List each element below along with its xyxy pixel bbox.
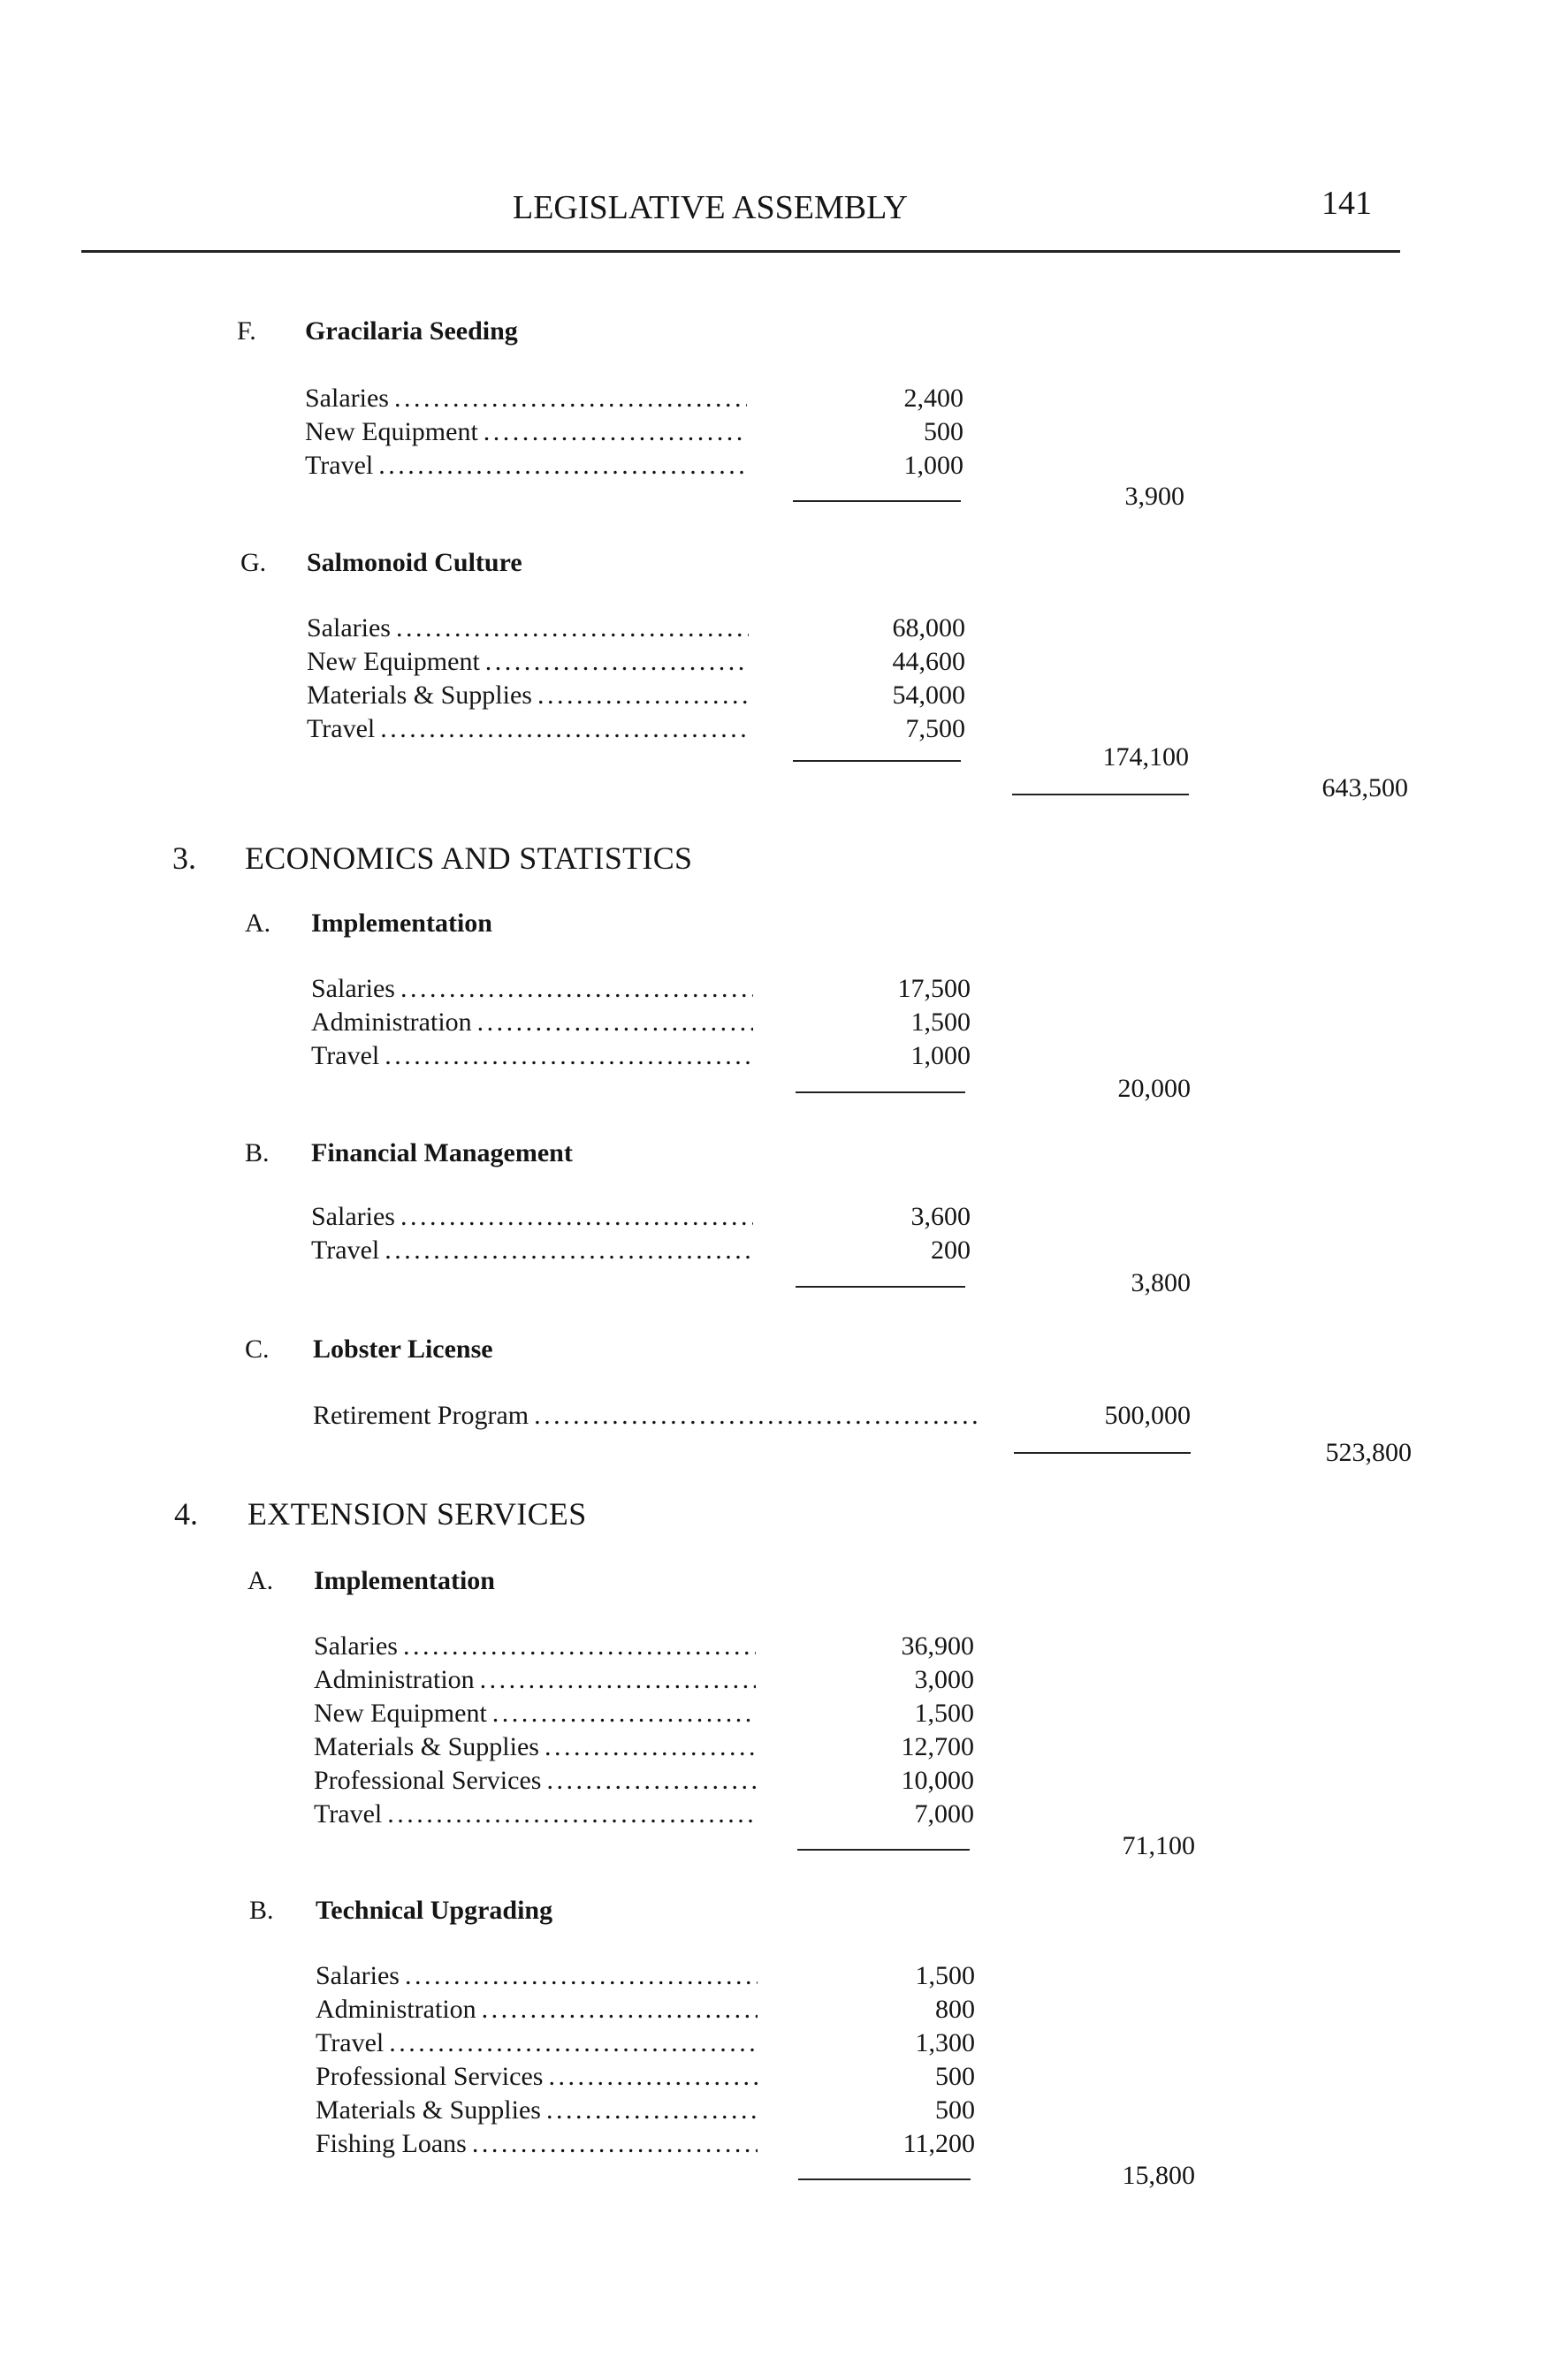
line-amount: 2,400 [903, 384, 963, 413]
subtotal-amount: 20,000 [1117, 1074, 1191, 1103]
line-amount: 500 [924, 417, 963, 446]
line-amount: 3,000 [914, 1665, 974, 1694]
line-amount: 500 [935, 2095, 975, 2125]
subsection-letter: G. [240, 548, 267, 577]
line-amount: 1,500 [910, 1008, 971, 1037]
subtotal-rule [793, 500, 961, 502]
line-amount: 12,700 [901, 1732, 974, 1761]
line-item: Materials & Supplies . . . [316, 2094, 758, 2127]
line-amount: 36,900 [901, 1631, 974, 1661]
line-amount: 200 [931, 1236, 971, 1265]
subsection-letter: C. [245, 1334, 270, 1364]
total-rule [1014, 1452, 1191, 1454]
subtotal-rule [797, 1849, 970, 1851]
page-header-title: LEGISLATIVE ASSEMBLY [513, 189, 908, 226]
subtotal-amount: 15,800 [1122, 2161, 1195, 2190]
section-total: 643,500 [1321, 773, 1408, 802]
line-amount: 3,600 [910, 1202, 971, 1231]
total-rule [1012, 794, 1189, 795]
line-item: Salaries . . . [307, 612, 749, 645]
line-item: Professional Services . . . [316, 2060, 758, 2094]
subtotal-rule [793, 760, 961, 762]
subtotal-amount: 71,100 [1122, 1831, 1195, 1860]
subsection-letter: F. [237, 316, 256, 346]
line-amount: 10,000 [901, 1766, 974, 1795]
line-amount: 500,000 [1104, 1401, 1191, 1430]
line-item: Salaries . . . [311, 1200, 753, 1234]
subsection-title: Lobster License [313, 1334, 493, 1364]
subtotal-amount: 3,900 [1124, 482, 1184, 511]
section-title: ECONOMICS AND STATISTICS [245, 840, 693, 876]
section-number: 3. [172, 840, 196, 876]
line-item: Administration . . . [316, 1993, 758, 2026]
subsection-letter: A. [248, 1566, 274, 1595]
subtotal-rule [796, 1091, 965, 1093]
line-item: New Equipment . . . [314, 1697, 756, 1730]
line-amount: 7,500 [905, 714, 965, 743]
line-item: New Equipment . . . [305, 415, 747, 449]
line-amount: 11,200 [902, 2129, 975, 2158]
line-item: Travel . . . [316, 2026, 758, 2060]
line-item: New Equipment . . . [307, 645, 749, 679]
line-amount: 17,500 [897, 974, 971, 1003]
line-item: Salaries . . . [311, 972, 753, 1006]
line-amount: 800 [935, 1995, 975, 2024]
subsection-title: Technical Upgrading [316, 1896, 553, 1925]
subsection-letter: B. [249, 1896, 274, 1925]
line-item: Travel . . . [314, 1798, 756, 1831]
subsection-title: Gracilaria Seeding [305, 316, 518, 346]
line-amount: 1,000 [903, 451, 963, 480]
subsection-title: Salmonoid Culture [307, 548, 522, 577]
subtotal-rule [798, 2178, 971, 2180]
line-item: Fishing Loans . . . [316, 2127, 758, 2161]
line-item: Administration . . . [311, 1006, 753, 1039]
section-title: EXTENSION SERVICES [248, 1496, 587, 1532]
line-amount: 500 [935, 2062, 975, 2091]
line-amount: 1,500 [915, 1961, 975, 1990]
subsection-title: Implementation [311, 909, 492, 938]
subtotal-amount: 174,100 [1102, 742, 1189, 772]
line-item: Salaries . . . [314, 1630, 756, 1663]
page-number: 141 [1321, 185, 1372, 222]
line-amount: 54,000 [892, 681, 965, 710]
line-amount: 7,000 [914, 1799, 974, 1829]
subtotal-rule [796, 1286, 965, 1288]
subsection-letter: A. [245, 909, 271, 938]
subsection-title: Implementation [314, 1566, 495, 1595]
line-item: Materials & Supplies . . . [314, 1730, 756, 1764]
line-amount: 1,000 [910, 1041, 971, 1070]
line-item: Travel . . . [305, 449, 747, 483]
header-rule [81, 250, 1400, 253]
line-item: Travel . . . [307, 712, 749, 746]
line-item: Administration . . . [314, 1663, 756, 1697]
line-item: Travel . . . [311, 1039, 753, 1073]
line-amount: 1,500 [914, 1699, 974, 1728]
line-amount: 44,600 [892, 647, 965, 676]
section-total: 523,800 [1325, 1438, 1412, 1467]
line-item: Retirement Program . . . [313, 1399, 980, 1433]
line-item: Materials & Supplies . . . [307, 679, 749, 712]
subtotal-amount: 3,800 [1131, 1268, 1191, 1297]
line-amount: 1,300 [915, 2028, 975, 2057]
line-item: Professional Services . . . [314, 1764, 756, 1798]
line-item: Salaries . . . [316, 1959, 758, 1993]
line-item: Travel . . . [311, 1234, 753, 1267]
subsection-letter: B. [245, 1138, 270, 1167]
section-number: 4. [174, 1496, 198, 1532]
line-item: Salaries . . . [305, 382, 747, 415]
line-amount: 68,000 [892, 613, 965, 643]
subsection-title: Financial Management [311, 1138, 573, 1167]
